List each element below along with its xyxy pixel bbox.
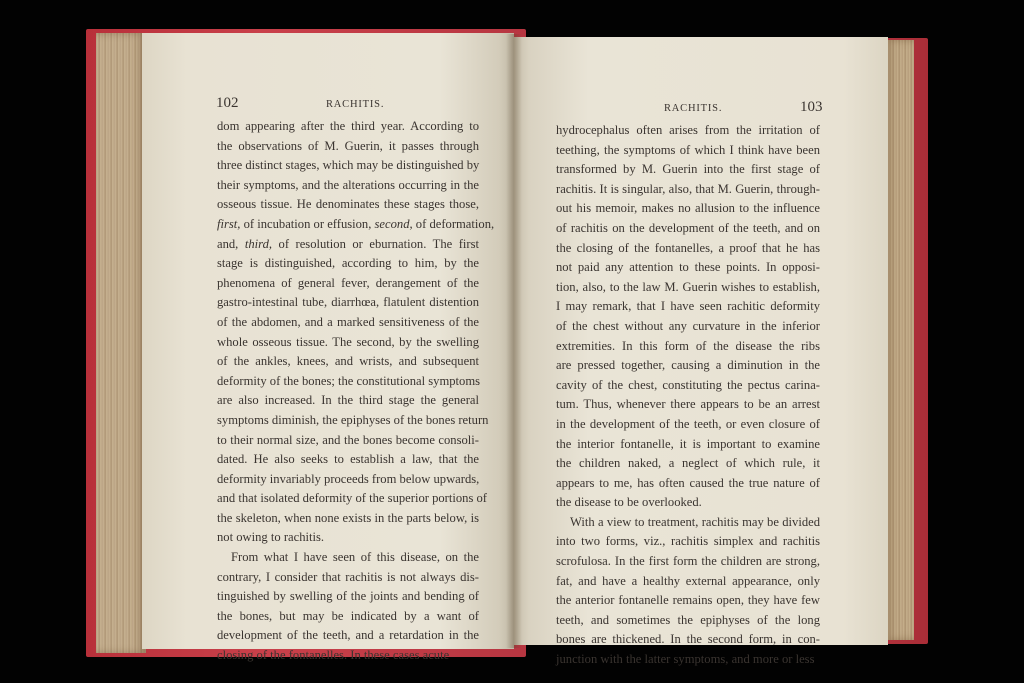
text-line: junction with the latter symptoms, and more or less — [556, 652, 815, 667]
page-number: 102 — [216, 95, 239, 111]
text-line: whole osseous tissue. The second, by the swelling — [217, 334, 479, 349]
text-line: not owing to rachitis. — [217, 530, 325, 545]
text-line: From what I have seen of this disease, on the — [231, 550, 479, 565]
text-line: the bones, but may be indicated by a want of — [217, 608, 479, 623]
text-line: are pressed together, causing a diminution in the — [556, 358, 820, 373]
book-gutter — [506, 34, 522, 648]
text-line: tion, also, to the law M. Guerin wishes to establish, — [556, 279, 820, 294]
text-line: in the development of the teeth, or even closure of — [556, 416, 820, 431]
text-line: tinguished by swelling of the joints and bending of — [217, 589, 479, 604]
text-line: first, of incubation or effusion, second, of deformation, — [217, 216, 495, 231]
text-line: are also increased. In the third stage the general — [217, 393, 479, 408]
text-line: bones are thickened. In the second form, in con- — [556, 632, 820, 647]
text-line: hydrocephalus often arises from the irritation of — [556, 123, 820, 137]
text-line: not paid any attention to these points. In opposi- — [556, 260, 820, 275]
text-line: of the chest without any curvature in the inferior — [556, 318, 820, 333]
text-line: gastro-intestinal tube, diarrhœa, flatulent distention — [217, 295, 479, 310]
page-edges-right — [884, 40, 914, 640]
text-line: teething, the symptoms of which I think have been — [556, 142, 820, 157]
text-line: extremities. In this form of the disease the ribs — [556, 338, 820, 353]
text-line: With a view to treatment, rachitis may be divided — [570, 514, 820, 529]
text-line: and, third, of resolution or eburnation. The first — [217, 236, 480, 251]
text-line: deformity of the bones; the constitutional symptoms — [217, 373, 481, 388]
text-line: development of the teeth, and a retardation in the — [217, 628, 479, 643]
text-line: cavity of the chest, constituting the pectus carina- — [556, 377, 820, 392]
text-line: and that isolated deformity of the superior portions of — [217, 491, 488, 506]
text-line: deformity invariably proceeds from below upwards, — [217, 471, 480, 486]
left-page-body — [217, 117, 495, 666]
text-line: teeth, and sometimes the epiphyses of the long — [556, 612, 820, 627]
text-line: rachitis. It is singular, also, that M. Guerin, through- — [556, 181, 820, 196]
left-page — [142, 33, 514, 663]
right-page-body — [556, 121, 820, 670]
text-line: the interior fontanelle, it is important to examine — [556, 436, 820, 451]
text-line: scrofulosa. In the first form the children are strong, — [556, 554, 820, 569]
right-page — [514, 37, 888, 667]
page-edges-left — [96, 33, 146, 653]
text-line: tum. Thus, whenever there appears to be an arrest — [556, 397, 820, 412]
text-line: the closing of the fontanelles, a proof that he has — [556, 240, 820, 255]
text-line: fat, and have a healthy external appearance, only — [556, 573, 820, 588]
text-line: of the abdomen, and a marked sensitiveness of the — [217, 314, 479, 329]
text-line: the disease to be overlooked. — [556, 495, 702, 510]
text-line: into two forms, viz., rachitis simplex and rachitis — [556, 534, 820, 549]
page-number: 103 — [800, 99, 823, 115]
text-line: phenomena of general fever, derangement of the — [217, 275, 479, 290]
text-line: to their normal size, and the bones become consoli- — [217, 432, 479, 447]
text-line: out his memoir, makes no allusion to the influence — [556, 201, 820, 216]
text-line: symptoms diminish, the epiphyses of the bones return — [217, 412, 489, 427]
text-line: the skeleton, when none exists in the parts below, is — [217, 510, 479, 525]
text-line: transformed by M. Guerin into the first stage of — [556, 162, 820, 177]
text-line: the observations of M. Guerin, it passes through — [217, 138, 479, 153]
text-line: their symptoms, and the alterations occurring in the — [217, 177, 479, 192]
text-line: appears to me, has often caused the true nature of — [556, 475, 820, 490]
text-line: I may remark, that I have seen rachitic deformity — [556, 299, 820, 314]
text-line: of rachitis on the development of the teeth, and on — [556, 220, 820, 235]
text-line: stage is distinguished, according to him, by the — [217, 256, 479, 271]
text-line: the anterior fontanelle remains open, they have few — [556, 593, 820, 608]
text-line: of the ankles, knees, and wrists, and subsequent — [217, 354, 479, 369]
text-line: closing of the fontanelles. In these cases acute — [217, 648, 450, 663]
text-line: dated. He also seeks to establish a law, that the — [217, 452, 479, 467]
text-line: osseous tissue. He denominates these stages those, — [217, 197, 479, 212]
text-line: contrary, I consider that rachitis is not always dis- — [217, 569, 479, 584]
running-title: RACHITIS. — [326, 99, 385, 110]
text-line: the children naked, a neglect of which rule, it — [556, 456, 820, 471]
running-title: RACHITIS. — [664, 103, 723, 114]
text-line: dom appearing after the third year. According to — [217, 119, 479, 133]
text-line: three distinct stages, which may be distinguished by — [217, 158, 480, 173]
